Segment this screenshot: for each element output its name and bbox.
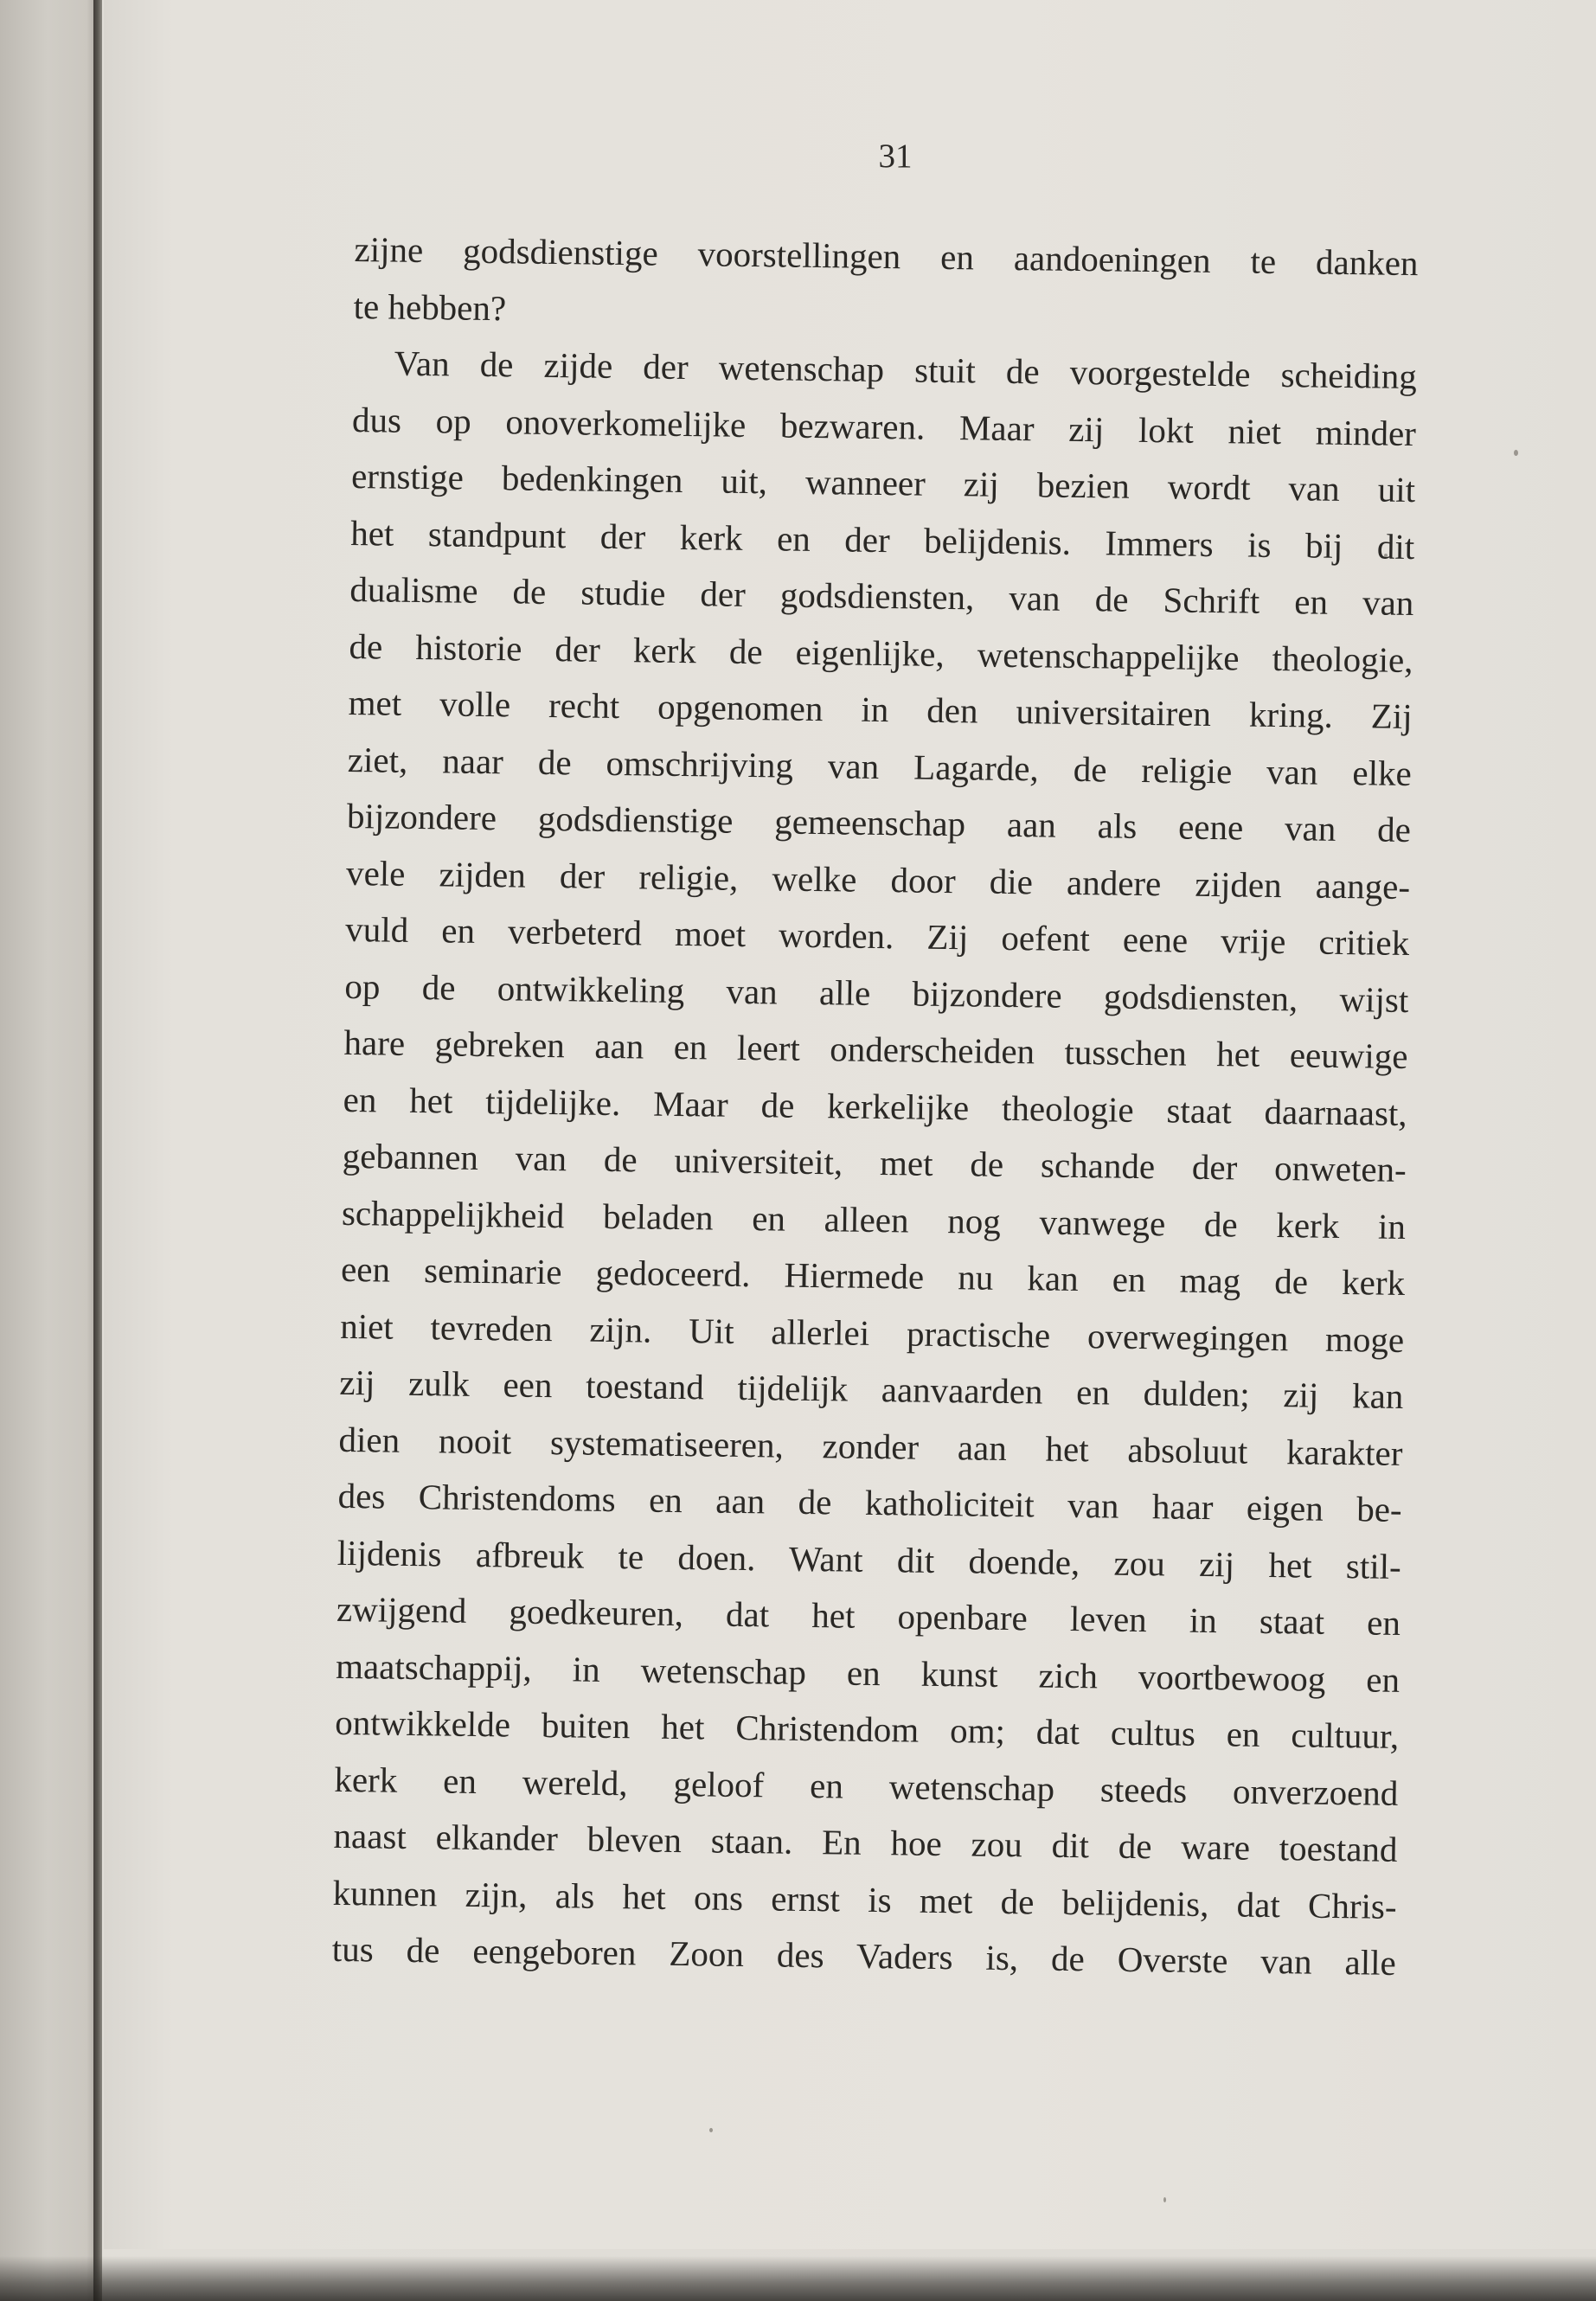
- text-line: met volle recht opgenomen in den universitairen kring. Zij: [348, 682, 1413, 737]
- text-line: dualisme de studie der godsdiensten, van de Schrift en van: [349, 568, 1414, 624]
- text-line: maatschappij, in wetenschap en kunst zich voortbewoog en: [335, 1645, 1401, 1700]
- text-line: kunnen zijn, als het ons ernst is met de belijdenis, dat Chris-: [332, 1872, 1397, 1926]
- page-number: 31: [878, 138, 913, 175]
- text-line: zijne godsdienstige voorstellingen en aandoeningen te danken: [354, 228, 1419, 284]
- book-spine-shadow: [93, 0, 102, 2301]
- paper-speck: [709, 2128, 713, 2132]
- paper-speck: [1514, 450, 1518, 456]
- body-text: [331, 221, 1418, 1991]
- text-line: niet tevreden zijn. Uit allerlei practische overwegingen moge: [339, 1305, 1405, 1360]
- text-line: naast elkander bleven staan. En hoe zou dit de ware toestand: [333, 1815, 1398, 1869]
- text-line: lijdenis afbreuk te doen. Want dit doende, zou zij het stil-: [337, 1532, 1402, 1586]
- text-line: te hebben?: [353, 285, 507, 328]
- text-line: op de ontwikkeling van alle bijzondere godsdiensten, wijst: [344, 965, 1409, 1020]
- text-line: vele zijden der religie, welke door die andere zijden aange-: [345, 852, 1411, 907]
- text-line: ziet, naar de omschrijving van Lagarde, de religie van elke: [347, 739, 1413, 793]
- text-line: de historie der kerk de eigenlijke, wetenschappelijke theologie,: [349, 625, 1413, 680]
- text-line: ontwikkelde buiten het Christendom om; dat cultus en cultuur,: [334, 1702, 1400, 1756]
- text-line: vuld en verbeterd moet worden. Zij oefent eene vrije critiek: [344, 908, 1410, 964]
- paper-speck: [1163, 2197, 1166, 2202]
- text-line: bijzondere godsdienstige gemeenschap aan als eene van de: [346, 795, 1412, 850]
- text-line: ernstige bedenkingen uit, wanneer zij bezien wordt van uit: [350, 455, 1416, 510]
- text-line: zwijgend goedkeuren, dat het openbare leven in staat en: [336, 1588, 1401, 1643]
- text-line: dien nooit systematiseeren, zonder aan het absoluut karakter: [338, 1419, 1403, 1473]
- text-line: schappelijkheid beladen en alleen nog vanwege de kerk in: [341, 1192, 1407, 1247]
- text-line: hare gebreken aan en leert onderscheiden tusschen het eeuwige: [343, 1022, 1408, 1077]
- text-line: en het tijdelijke. Maar de kerkelijke theologie staat daarnaast,: [343, 1079, 1407, 1133]
- bottom-edge-shadow: [0, 2256, 1596, 2301]
- text-line: des Christendoms en aan de katholiciteit van haar eigen be-: [337, 1475, 1402, 1529]
- text-line: zij zulk een toestand tijdelijk aanvaarden en dulden; zij kan: [339, 1362, 1404, 1416]
- text-line: het standpunt der kerk en der belijdenis. Immers is bij dit: [349, 512, 1415, 567]
- text-line: Van de zijde der wetenschap stuit de voorgestelde scheiding: [394, 343, 1418, 397]
- text-line: dus op onoverkomelijke bezwaren. Maar zij lokt niet minder: [351, 399, 1417, 453]
- text-line: tus de eengeboren Zoon des Vaders is, de Overste van alle: [331, 1928, 1397, 1983]
- text-line: een seminarie gedoceerd. Hiermede nu kan en mag de kerk: [340, 1248, 1406, 1303]
- text-line: gebannen van de universiteit, met de schande der onweten-: [342, 1135, 1407, 1190]
- text-line: kerk en wereld, geloof en wetenschap steeds onverzoend: [334, 1759, 1399, 1813]
- left-page-edge: [0, 0, 93, 2301]
